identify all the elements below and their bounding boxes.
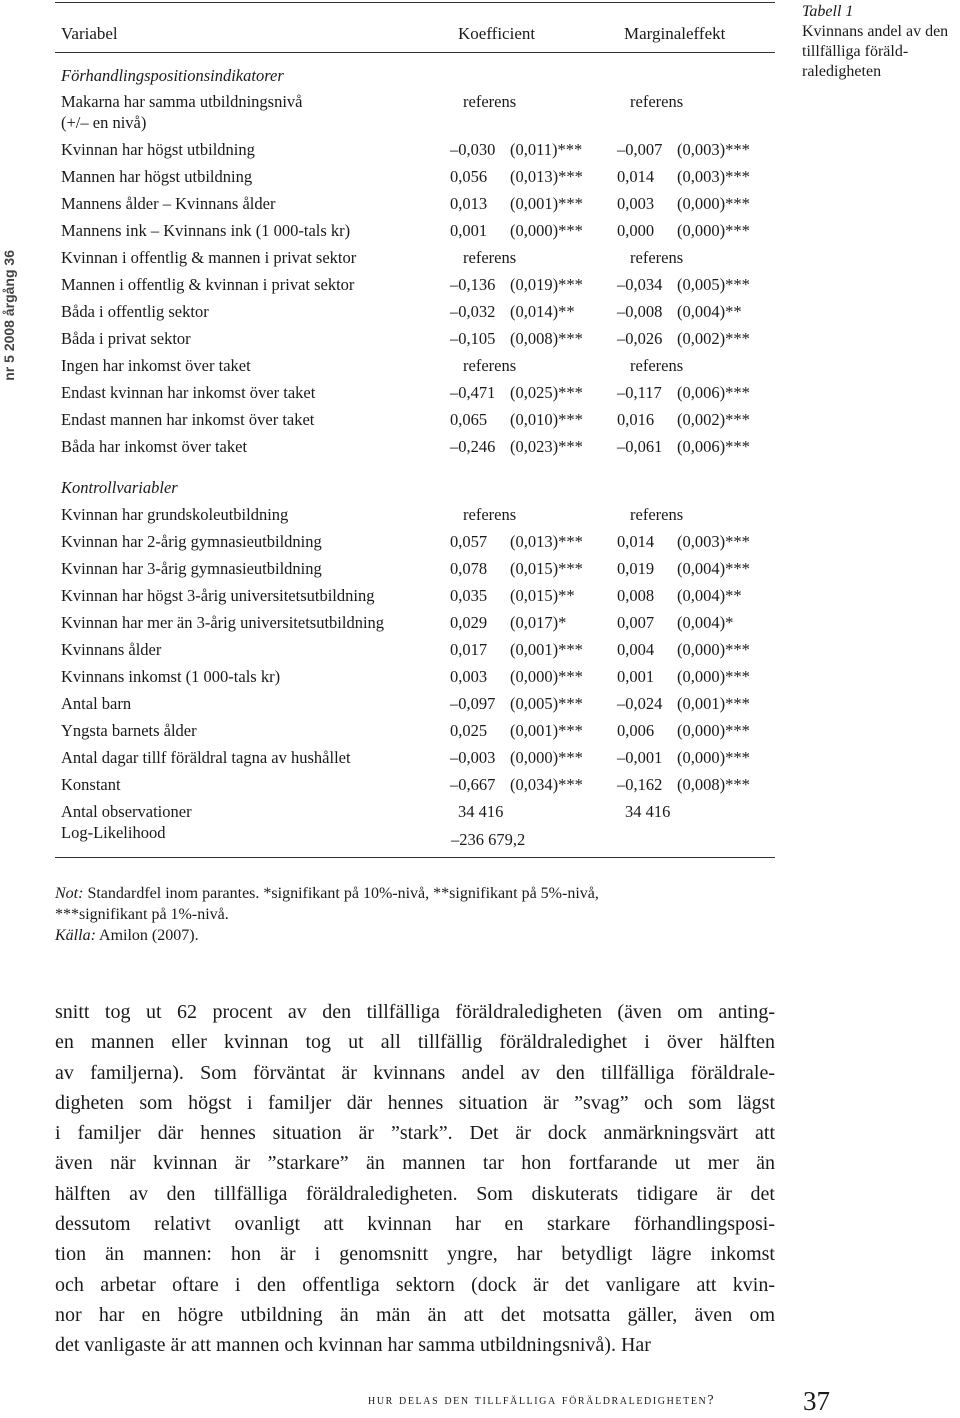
table-row (55, 167, 775, 194)
coef-stderr: (0,034)*** (510, 775, 583, 794)
marginal-stderr: (0,006)*** (677, 437, 750, 456)
variable-label: Kvinnan har 2-årig gymnasieutbildning (61, 532, 322, 551)
variable-label: Kvinnan har högst 3-årig universitetsutbildning (61, 586, 375, 605)
body-line: i familjer där hennes situation är ”stark”. Det är dock anmärkningsvärt att (55, 1122, 775, 1145)
coef-stderr: (0,005)*** (510, 694, 583, 713)
marginal-value: 0,007 (617, 613, 655, 632)
coef-value: –0,667 (450, 775, 496, 794)
loglik-label: Log-Likelihood (61, 823, 166, 842)
table-row (55, 437, 775, 464)
coef-value: 0,013 (450, 194, 488, 213)
coef-value: 0,035 (450, 586, 488, 605)
body-line: en mannen eller kvinnan tog ut all tillfällig föräldraledighet i över hälften (55, 1031, 775, 1054)
marginal-stderr: (0,003)*** (677, 532, 750, 551)
table-header-rule (55, 52, 775, 53)
marginal-value: –0,001 (617, 748, 663, 767)
body-line: av familjerna). Som förväntat är kvinnans andel av den tillfälliga föräldrale- (55, 1061, 775, 1084)
table-row (55, 302, 775, 329)
coef-stderr: (0,000)*** (510, 221, 583, 240)
coef-value: 0,057 (450, 532, 488, 551)
table-row (55, 532, 775, 559)
marginal-stderr: (0,003)*** (677, 167, 750, 186)
marginal-value: 0,006 (617, 721, 655, 740)
body-line: dessutom relativt ovanligt att kvinnan har en starkare förhandlingsposi- (55, 1213, 775, 1236)
table-note (55, 883, 775, 946)
coef-stderr: (0,001)*** (510, 721, 583, 740)
marginal-value: –0,008 (617, 302, 663, 321)
table-row (55, 194, 775, 221)
marginal-stderr: (0,008)*** (677, 775, 750, 794)
marginal-reference: referens (630, 356, 684, 375)
coef-stderr: (0,017)* (510, 613, 567, 632)
marginal-stderr: (0,000)*** (677, 748, 750, 767)
table-row (55, 140, 775, 167)
coef-value: –0,030 (450, 140, 496, 159)
marginal-reference: referens (630, 92, 684, 111)
coef-stderr: (0,013)*** (510, 532, 583, 551)
obs-label: Antal observationer (61, 802, 192, 821)
marginal-stderr: (0,004)** (677, 586, 742, 605)
marginal-stderr: (0,004)* (677, 613, 734, 632)
section-title-forhandling: Förhandlingspositionsindikatorer (61, 66, 284, 85)
body-paragraph (55, 997, 775, 1361)
variable-label: Mannen har högst utbildning (61, 167, 253, 186)
table-row (55, 667, 775, 694)
coef-value: 0,056 (450, 167, 488, 186)
coef-stderr: (0,025)*** (510, 383, 583, 402)
coef-reference: referens (463, 248, 517, 267)
variable-label: Båda i offentlig sektor (61, 302, 209, 321)
page-number: 37 (803, 1386, 830, 1416)
coef-reference: referens (463, 505, 517, 524)
table-row (55, 356, 775, 383)
marginal-value: 0,008 (617, 586, 655, 605)
marginal-stderr: (0,004)*** (677, 559, 750, 578)
marginal-reference: referens (630, 248, 684, 267)
table-row (55, 694, 775, 721)
variable-label: Kvinnan har högst utbildning (61, 140, 255, 159)
variable-label: Mannen i offentlig & kvinnan i privat sektor (61, 275, 355, 294)
running-title (368, 1393, 715, 1409)
coef-stderr: (0,001)*** (510, 194, 583, 213)
marginal-value: 0,019 (617, 559, 655, 578)
section-title-kontroll: Kontrollvariabler (61, 478, 178, 497)
table-row (55, 92, 775, 132)
body-line: snitt tog ut 62 procent av den tillfälliga föräldraledigheten (även om anting- (55, 1001, 775, 1023)
coef-value: 0,003 (450, 667, 488, 686)
coef-stderr: (0,000)*** (510, 667, 583, 686)
caption-title: Kvinnans andel av den tillfälliga föräld-raledigheten (802, 23, 949, 80)
variable-label: Antal barn (61, 694, 132, 713)
coef-stderr: (0,015)*** (510, 559, 583, 578)
marginal-stderr: (0,001)*** (677, 694, 750, 713)
coef-reference: referens (463, 356, 517, 375)
coef-stderr: (0,014)** (510, 302, 575, 321)
variable-label: Makarna har samma utbildningsnivå (61, 92, 303, 111)
marginal-value: –0,007 (617, 140, 663, 159)
body-line: och arbetar oftare i den offentliga sektorn (dock är det vanligare att kvin- (55, 1273, 775, 1296)
marginal-value: 0,016 (617, 410, 655, 429)
note-text: Standardfel inom parantes. *signifikant på 10%-nivå, **signifikant på 5%-nivå, (87, 885, 599, 902)
table-row (55, 640, 775, 667)
obs-coef: 34 416 (458, 802, 504, 821)
marginal-stderr: (0,000)*** (677, 194, 750, 213)
variable-label: Endast kvinnan har inkomst över taket (61, 383, 316, 402)
coef-stderr: (0,000)*** (510, 748, 583, 767)
marginal-stderr: (0,002)*** (677, 329, 750, 348)
marginal-stderr: (0,006)*** (677, 383, 750, 402)
marginal-value: –0,061 (617, 437, 663, 456)
table-row (55, 586, 775, 613)
note-text-2: ***signifikant på 1%-nivå. (55, 906, 229, 923)
coef-value: –0,003 (450, 748, 496, 767)
marginal-value: –0,034 (617, 275, 663, 294)
marginal-value: 0,004 (617, 640, 655, 659)
header-variabel: Variabel (61, 24, 118, 43)
coef-stderr: (0,015)** (510, 586, 575, 605)
body-line: nor har en högre utbildning än män än att det motsatta gäller, även om (55, 1303, 775, 1326)
variable-label: Ingen har inkomst över taket (61, 356, 251, 375)
marginal-value: 0,001 (617, 667, 655, 686)
variable-label-cont: (+/– en nivå) (61, 113, 147, 132)
coef-value: –0,246 (450, 437, 496, 456)
variable-label: Mannens ink – Kvinnans ink (1 000-tals kr) (61, 221, 351, 240)
table-row (55, 221, 775, 248)
marginal-value: 0,014 (617, 167, 655, 186)
loglik-coef: –236 679,2 (451, 830, 526, 849)
marginal-stderr: (0,003)*** (677, 140, 750, 159)
marginal-reference: referens (630, 505, 684, 524)
marginal-stderr: (0,000)*** (677, 640, 750, 659)
header-koefficient: Koefficient (458, 24, 536, 43)
variable-label: Antal dagar tillf föräldral tagna av hushållet (61, 748, 351, 767)
source-text: Amilon (2007). (99, 927, 199, 944)
variable-label: Kvinnans inkomst (1 000-tals kr) (61, 667, 281, 686)
marginal-value: 0,000 (617, 221, 655, 240)
table-row (55, 721, 775, 748)
journal-issue-label: nr 5 2008 årgång 36 (1, 250, 17, 381)
coef-value: 0,078 (450, 559, 488, 578)
marginal-value: 0,003 (617, 194, 655, 213)
variable-label: Kvinnan har mer än 3-årig universitetsutbildning (61, 613, 385, 632)
coef-stderr: (0,011)*** (510, 140, 583, 159)
variable-label: Yngsta barnets ålder (61, 721, 197, 740)
variable-label: Kvinnan har 3-årig gymnasieutbildning (61, 559, 322, 578)
coef-value: –0,471 (450, 383, 496, 402)
table-row (55, 748, 775, 775)
table-row (55, 383, 775, 410)
variable-label: Båda har inkomst över taket (61, 437, 248, 456)
note-label: Not: (55, 885, 84, 902)
coef-reference: referens (463, 92, 517, 111)
coef-stderr: (0,023)*** (510, 437, 583, 456)
table-row (55, 559, 775, 586)
marginal-value: –0,162 (617, 775, 663, 794)
body-line: det vanligaste är att mannen och kvinnan har samma utbildningsnivå). Har (55, 1334, 651, 1357)
variable-label: Konstant (61, 775, 121, 794)
body-line: digheten som högst i familjer där hennes situation är ”svag” och som lägst (55, 1091, 775, 1114)
variable-label: Båda i privat sektor (61, 329, 191, 348)
marginal-stderr: (0,000)*** (677, 667, 750, 686)
marginal-stderr: (0,002)*** (677, 410, 750, 429)
table-row (55, 248, 775, 275)
table-row (55, 775, 775, 802)
coef-value: 0,065 (450, 410, 488, 429)
marginal-value: –0,117 (617, 383, 662, 402)
coef-value: –0,032 (450, 302, 496, 321)
variable-label: Kvinnan har grundskoleutbildning (61, 505, 289, 524)
marginal-stderr: (0,005)*** (677, 275, 750, 294)
running-title-text: hur delas den tillfälliga föräldraledigheten? (368, 1393, 716, 1408)
marginal-stderr: (0,000)*** (677, 721, 750, 740)
coef-value: 0,001 (450, 221, 488, 240)
coef-value: –0,105 (450, 329, 496, 348)
table-row-loglikelihood-value (55, 830, 775, 857)
marginal-stderr: (0,004)** (677, 302, 742, 321)
header-marginaleffekt: Marginaleffekt (624, 24, 726, 43)
variable-label: Endast mannen har inkomst över taket (61, 410, 315, 429)
table-row (55, 613, 775, 640)
variable-label: Kvinnans ålder (61, 640, 162, 659)
table-row (55, 329, 775, 356)
coef-value: 0,029 (450, 613, 488, 632)
source-label: Källa: (55, 927, 96, 944)
coef-stderr: (0,008)*** (510, 329, 583, 348)
table-bottom-rule (55, 857, 775, 858)
coef-value: –0,097 (450, 694, 496, 713)
table-top-rule (55, 2, 775, 3)
body-line: hälften av den tillfälliga föräldraledigheten. Som diskuterats tidigare är det (55, 1182, 775, 1205)
coef-stderr: (0,010)*** (510, 410, 583, 429)
marginal-value: 0,014 (617, 532, 655, 551)
variable-label: Mannens ålder – Kvinnans ålder (61, 194, 276, 213)
caption-label: Tabell 1 (802, 3, 854, 20)
table-row (55, 410, 775, 437)
marginal-stderr: (0,000)*** (677, 221, 750, 240)
body-line: tion än mannen: hon är i genomsnitt yngre, har betydligt lägre inkomst (55, 1243, 775, 1266)
marginal-value: –0,026 (617, 329, 663, 348)
marginal-value: –0,024 (617, 694, 663, 713)
coef-stderr: (0,019)*** (510, 275, 583, 294)
coef-value: 0,017 (450, 640, 488, 659)
variable-label: Kvinnan i offentlig & mannen i privat sektor (61, 248, 357, 267)
obs-marginal: 34 416 (625, 802, 671, 821)
table-caption (802, 2, 960, 82)
coef-value: 0,025 (450, 721, 488, 740)
coef-value: –0,136 (450, 275, 496, 294)
table-row (55, 275, 775, 302)
table-row (55, 505, 775, 532)
coef-stderr: (0,001)*** (510, 640, 583, 659)
coef-stderr: (0,013)*** (510, 167, 583, 186)
body-line: även när kvinnan är ”starkare” än mannen tar hon fortfarande ut mer än (55, 1152, 775, 1175)
